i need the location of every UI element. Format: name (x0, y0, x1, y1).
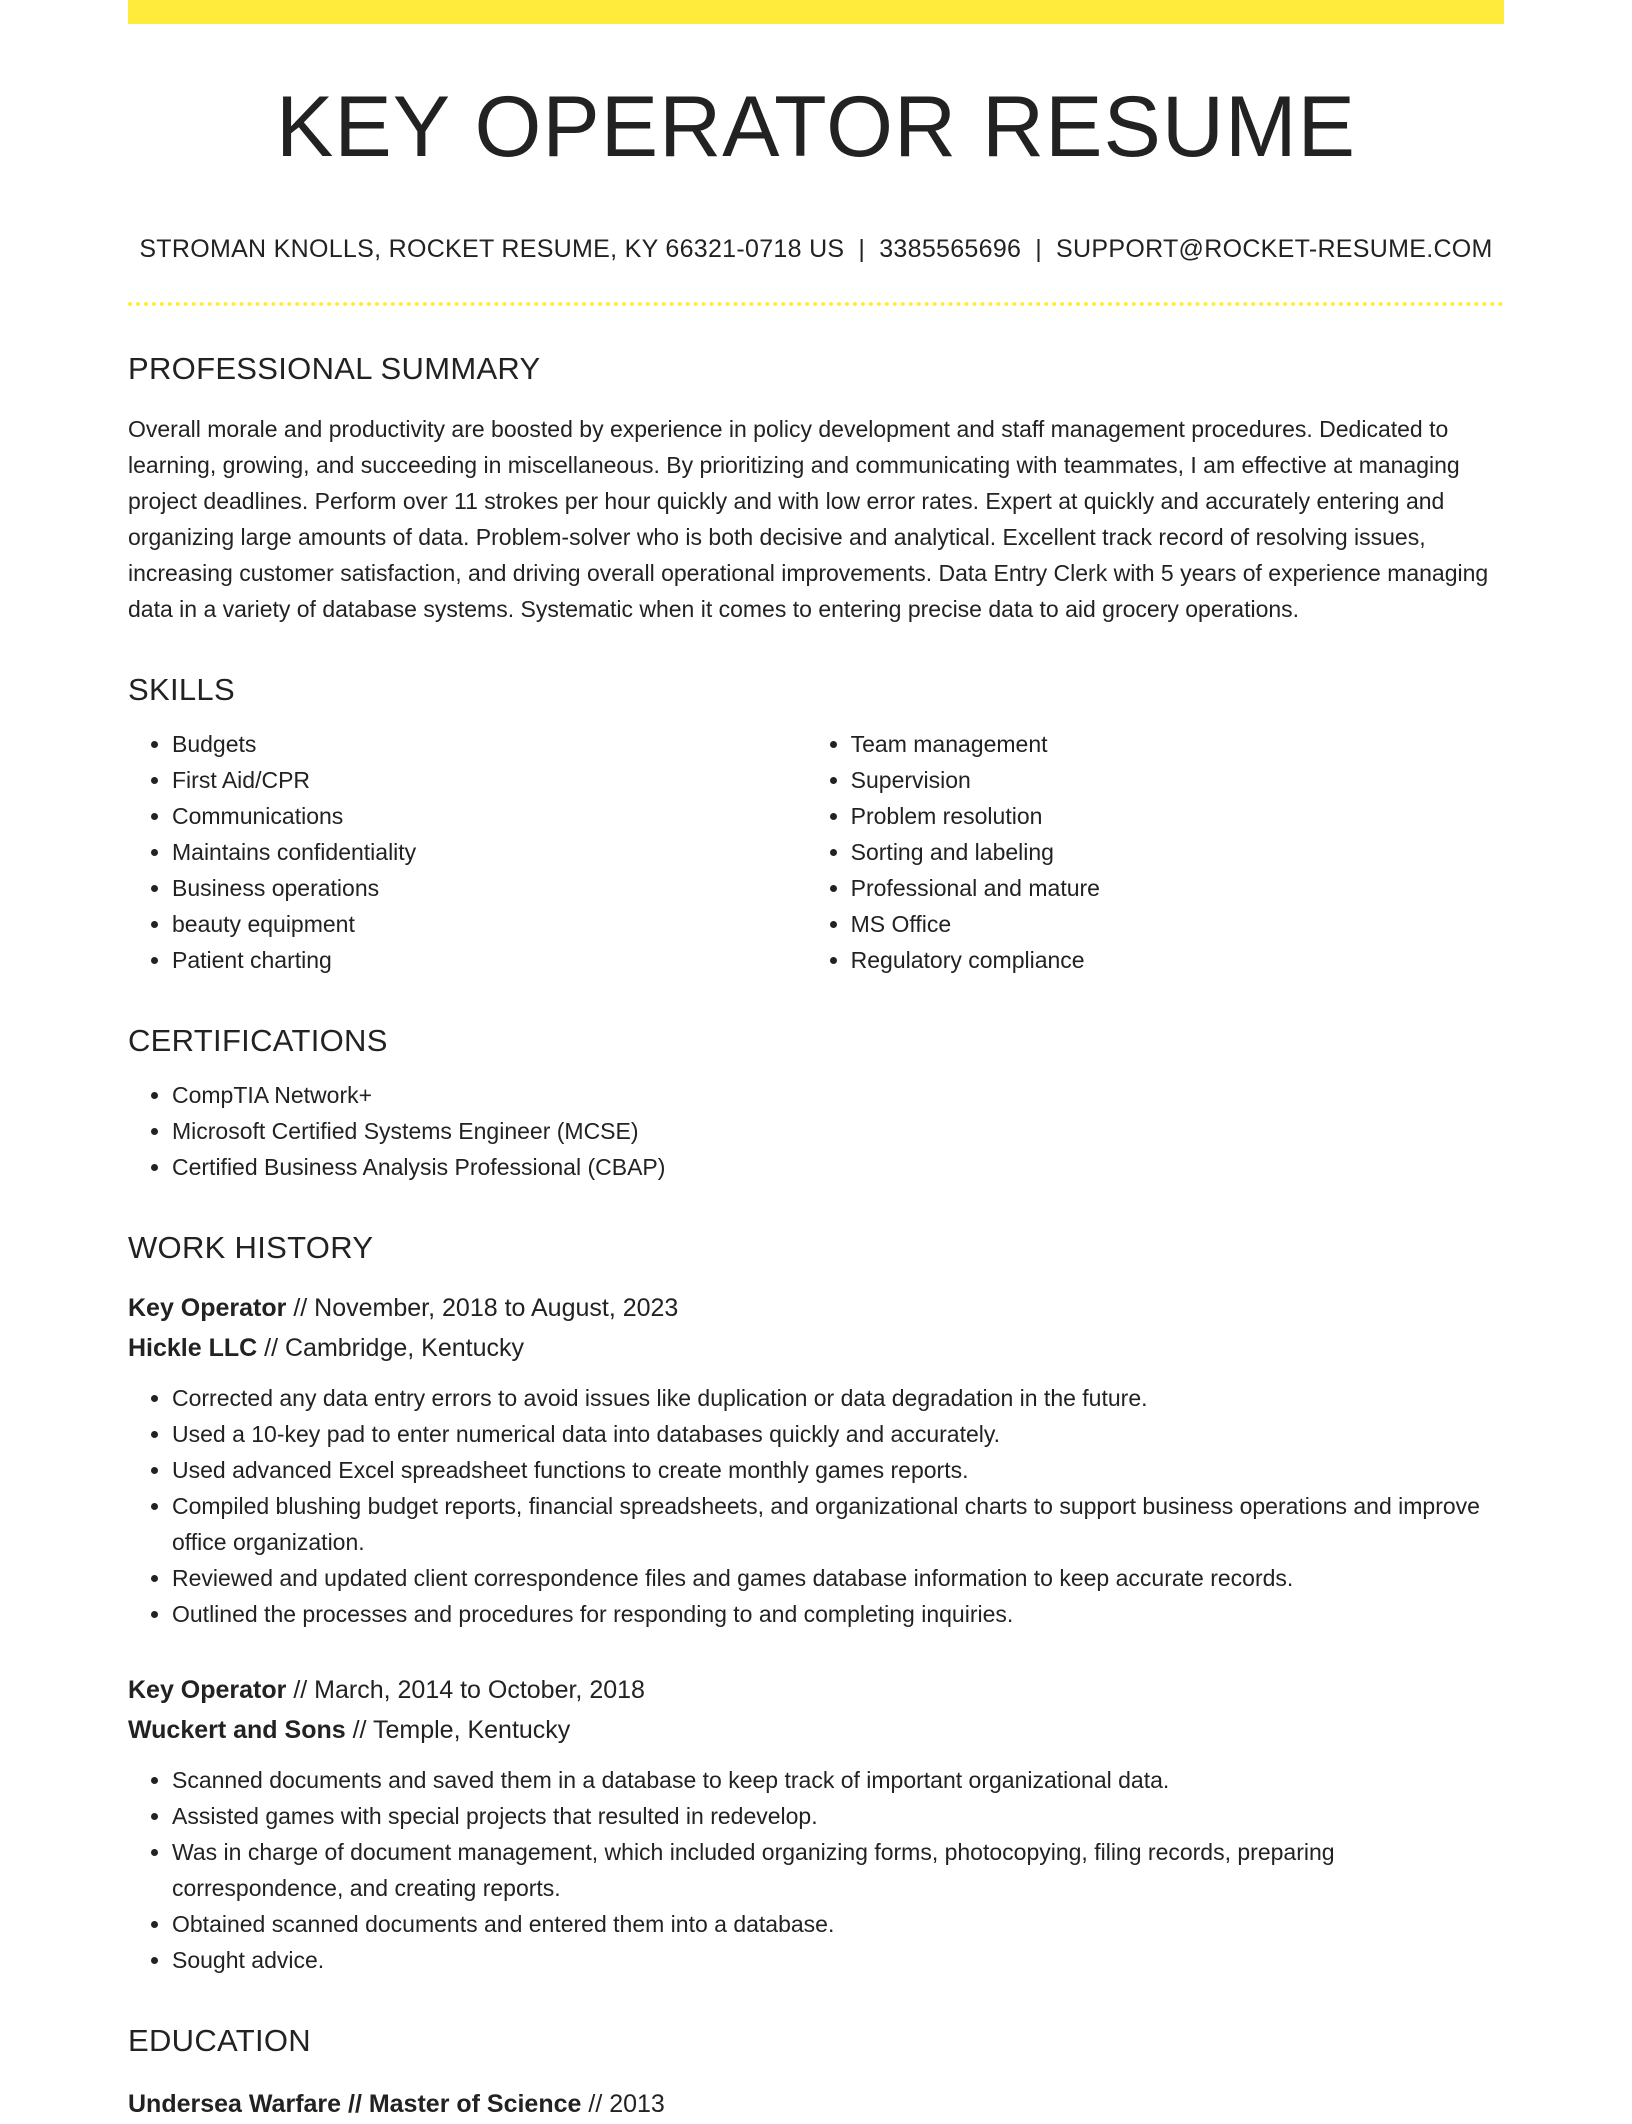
dotted-divider (128, 302, 1504, 306)
skill-item: • MS Office (851, 906, 1504, 942)
job-duty-item: • Was in charge of document management, which included organizing forms, photocopying, filing records, preparing correspondence, and creating reports. (172, 1834, 1504, 1906)
skills-list-right (807, 726, 1504, 978)
job-company-line (128, 1328, 1504, 1368)
skill-item: • beauty equipment (172, 906, 807, 942)
accent-top-bar (128, 0, 1504, 24)
job-duty-item: • Scanned documents and saved them in a database to keep track of important organizational data. (172, 1762, 1504, 1798)
job-location: // Cambridge, Kentucky (264, 1334, 524, 1363)
contact-email: SUPPORT@ROCKET-RESUME.COM (1056, 234, 1493, 263)
skill-item: • Regulatory compliance (851, 942, 1504, 978)
job-company: Hickle LLC (128, 1334, 258, 1363)
contact-line (128, 235, 1504, 264)
skills-grid (128, 726, 1504, 978)
contact-separator: | (1035, 234, 1043, 263)
job-company: Wuckert and Sons (128, 1716, 346, 1745)
contact-address: STROMAN KNOLLS, ROCKET RESUME, KY 66321-0718 US (139, 234, 845, 263)
certification-item: • Microsoft Certified Systems Engineer (MCSE) (172, 1113, 1504, 1149)
skill-item: • Problem resolution (851, 798, 1504, 834)
skills-heading: SKILLS (128, 671, 235, 707)
education-entry (128, 2084, 1504, 2124)
job-duty-item: • Used advanced Excel spreadsheet functions to create monthly games reports. (172, 1452, 1504, 1488)
certifications-list (128, 1077, 1504, 1185)
job-duty-item: • Sought advice. (172, 1942, 1504, 1978)
skill-item: • Business operations (172, 870, 807, 906)
job-role: Key Operator (128, 1294, 287, 1323)
job-entry (128, 1670, 1504, 1978)
job-duty-item: • Used a 10-key pad to enter numerical data into databases quickly and accurately. (172, 1416, 1504, 1452)
skill-item: • Communications (172, 798, 807, 834)
education-year: // 2013 (588, 2089, 665, 2118)
job-dates: // November, 2018 to August, 2023 (293, 1294, 679, 1323)
skill-item: • Professional and mature (851, 870, 1504, 906)
job-duty-item: • Outlined the processes and procedures for responding to and completing inquiries. (172, 1596, 1504, 1632)
job-duty-item: • Corrected any data entry errors to avoid issues like duplication or data degradation in the future. (172, 1380, 1504, 1416)
skill-item: • Patient charting (172, 942, 807, 978)
skill-item: • First Aid/CPR (172, 762, 807, 798)
job-duty-item: • Reviewed and updated client correspondence files and games database information to keep accurate records. (172, 1560, 1504, 1596)
summary-heading: PROFESSIONAL SUMMARY (128, 350, 541, 386)
job-duties-list (128, 1380, 1504, 1632)
job-role-line (128, 1288, 1504, 1328)
skill-item: • Team management (851, 726, 1504, 762)
contact-separator: | (858, 234, 866, 263)
work-history-heading: WORK HISTORY (128, 1230, 374, 1266)
certifications-heading: CERTIFICATIONS (128, 1022, 388, 1058)
resume-page (128, 0, 1504, 2124)
resume-title: KEY OPERATOR RESUME (276, 79, 1356, 175)
job-duty-item: • Obtained scanned documents and entered them into a database. (172, 1906, 1504, 1942)
summary-text: Overall morale and productivity are boosted by experience in policy development and staff management procedures. Dedicated to learning, growing, and succeeding in miscellaneous. By prioritizing and communicating with teammates, I am effective at managing project deadlines. Perform over 11 strokes per hour quickly and with low error rates. Expert at quickly and accurately entering and organizing large amounts of data. Problem-solver who is both decisive and analytical. Excellent track record of resolving issues, increasing customer satisfaction, and driving overall operational improvements. Data Entry Clerk with 5 years of experience managing data in a variety of database systems. Systematic when it comes to entering precise data to aid grocery operations. (128, 415, 1489, 622)
education-degree: Undersea Warfare // Master of Science (128, 2089, 582, 2118)
job-role-line (128, 1670, 1504, 1710)
skill-item: • Maintains confidentiality (172, 834, 807, 870)
skill-item: • Sorting and labeling (851, 834, 1504, 870)
skill-item: • Budgets (172, 726, 807, 762)
job-dates: // March, 2014 to October, 2018 (293, 1676, 645, 1705)
job-duty-item: • Compiled blushing budget reports, financial spreadsheets, and organizational charts to support business operations and improve office organization. (172, 1488, 1504, 1560)
skills-list-left (128, 726, 807, 978)
job-company-line (128, 1710, 1504, 1750)
certification-item: • CompTIA Network+ (172, 1077, 1504, 1113)
job-entry (128, 1288, 1504, 1632)
certification-item: • Certified Business Analysis Professional (CBAP) (172, 1149, 1504, 1185)
job-role: Key Operator (128, 1676, 287, 1705)
job-duties-list (128, 1762, 1504, 1978)
education-heading: EDUCATION (128, 2023, 311, 2059)
skill-item: • Supervision (851, 762, 1504, 798)
job-location: // Temple, Kentucky (352, 1716, 571, 1745)
job-duty-item: • Assisted games with special projects that resulted in redevelop. (172, 1798, 1504, 1834)
contact-phone: 3385565696 (879, 234, 1022, 263)
